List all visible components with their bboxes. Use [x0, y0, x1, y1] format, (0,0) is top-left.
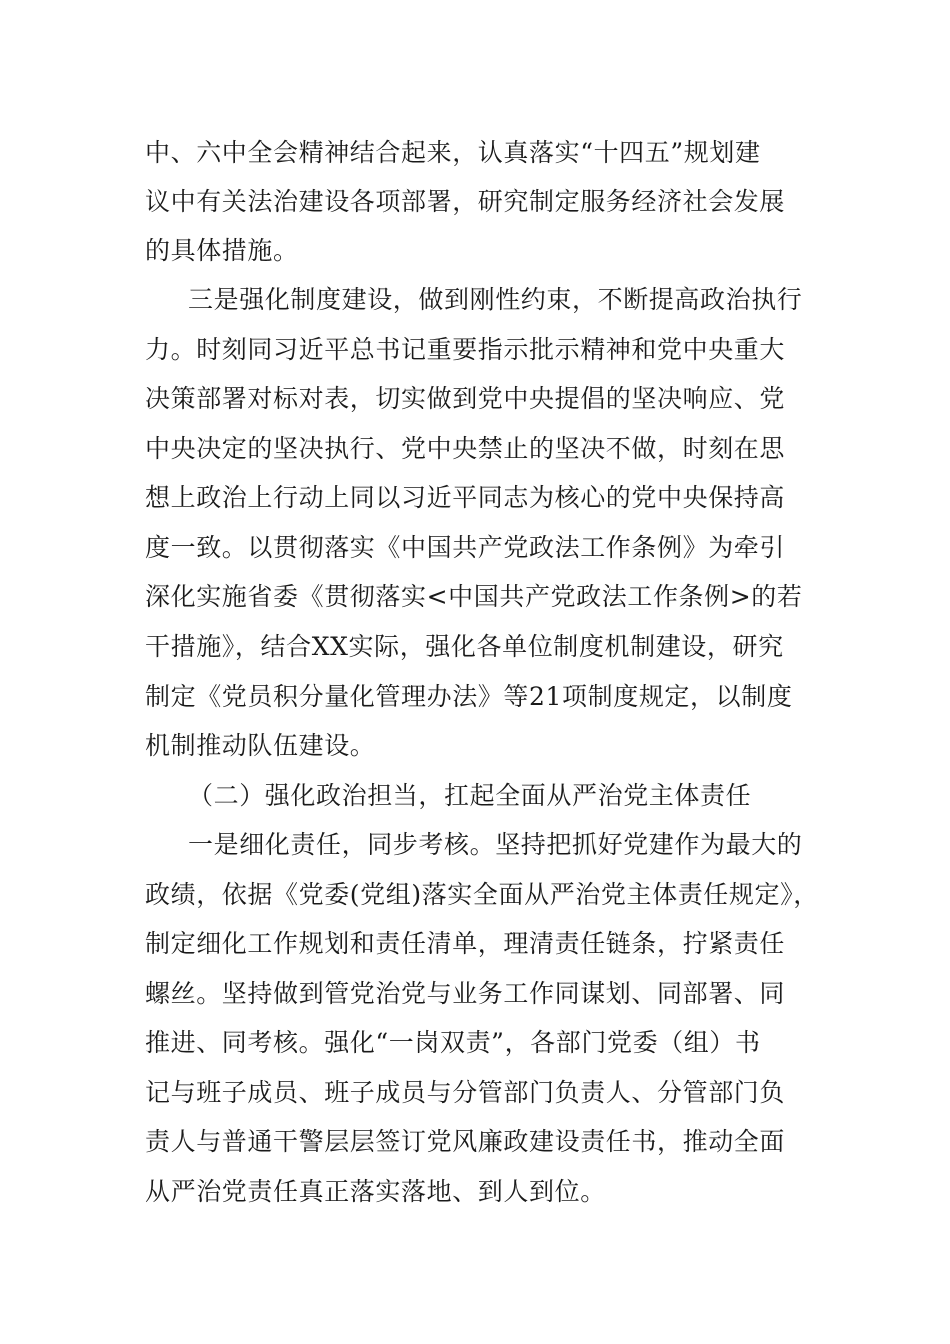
- paragraph-line: 机制推动队伍建设。: [145, 731, 376, 760]
- paragraph-line: 制定细化工作规划和责任清单，理清责任链条，拧紧责任: [145, 929, 786, 958]
- paragraph-line: 责人与普通干警层层签订党风廉政建设责任书，推动全面: [145, 1127, 786, 1156]
- paragraph-line: 制定《党员积分量化管理办法》等21项制度规定，以制度: [145, 682, 793, 711]
- paragraph-line: 议中有关法治建设各项部署，研究制定服务经济社会发展: [145, 187, 786, 216]
- paragraph-line: 螺丝。坚持做到管党治党与业务工作同谋划、同部署、同: [145, 979, 786, 1008]
- paragraph-line: 记与班子成员、班子成员与分管部门负责人、分管部门负: [145, 1078, 786, 1107]
- paragraph-line: 想上政治上行动上同以习近平同志为核心的党中央保持高: [145, 483, 786, 512]
- paragraph-line: 中央决定的坚决执行、党中央禁止的坚决不做，时刻在思: [145, 434, 786, 463]
- paragraph-line: 度一致。以贯彻落实《中国共产党政法工作条例》为牵引: [145, 533, 786, 562]
- paragraph-line: 一是细化责任，同步考核。坚持把抓好党建作为最大的: [188, 830, 803, 859]
- section-heading: （二）强化政治担当，扛起全面从严治党主体责任: [188, 781, 752, 810]
- paragraph-line: 从严治党责任真正落实落地、到人到位。: [145, 1177, 606, 1206]
- paragraph-line: 的具体措施。: [145, 236, 299, 265]
- paragraph-line: 三是强化制度建设，做到刚性约束，不断提高政治执行: [188, 285, 803, 314]
- paragraph-line: 推进、同考核。强化“一岗双责”，各部门党委（组）书: [145, 1028, 761, 1057]
- paragraph-line: 力。时刻同习近平总书记重要指示批示精神和党中央重大: [145, 335, 786, 364]
- paragraph-line: 中、六中全会精神结合起来，认真落实“十四五”规划建: [145, 138, 761, 167]
- paragraph-line: 干措施》，结合XX实际，强化各单位制度机制建设，研究: [145, 632, 784, 661]
- paragraph-line: 政绩，依据《党委(党组)落实全面从严治党主体责任规定》，: [145, 880, 819, 909]
- paragraph-line: 决策部署对标对表，切实做到党中央提倡的坚决响应、党: [145, 384, 786, 413]
- paragraph-line: 深化实施省委《贯彻落实<中国共产党政法工作条例>的若: [145, 582, 803, 611]
